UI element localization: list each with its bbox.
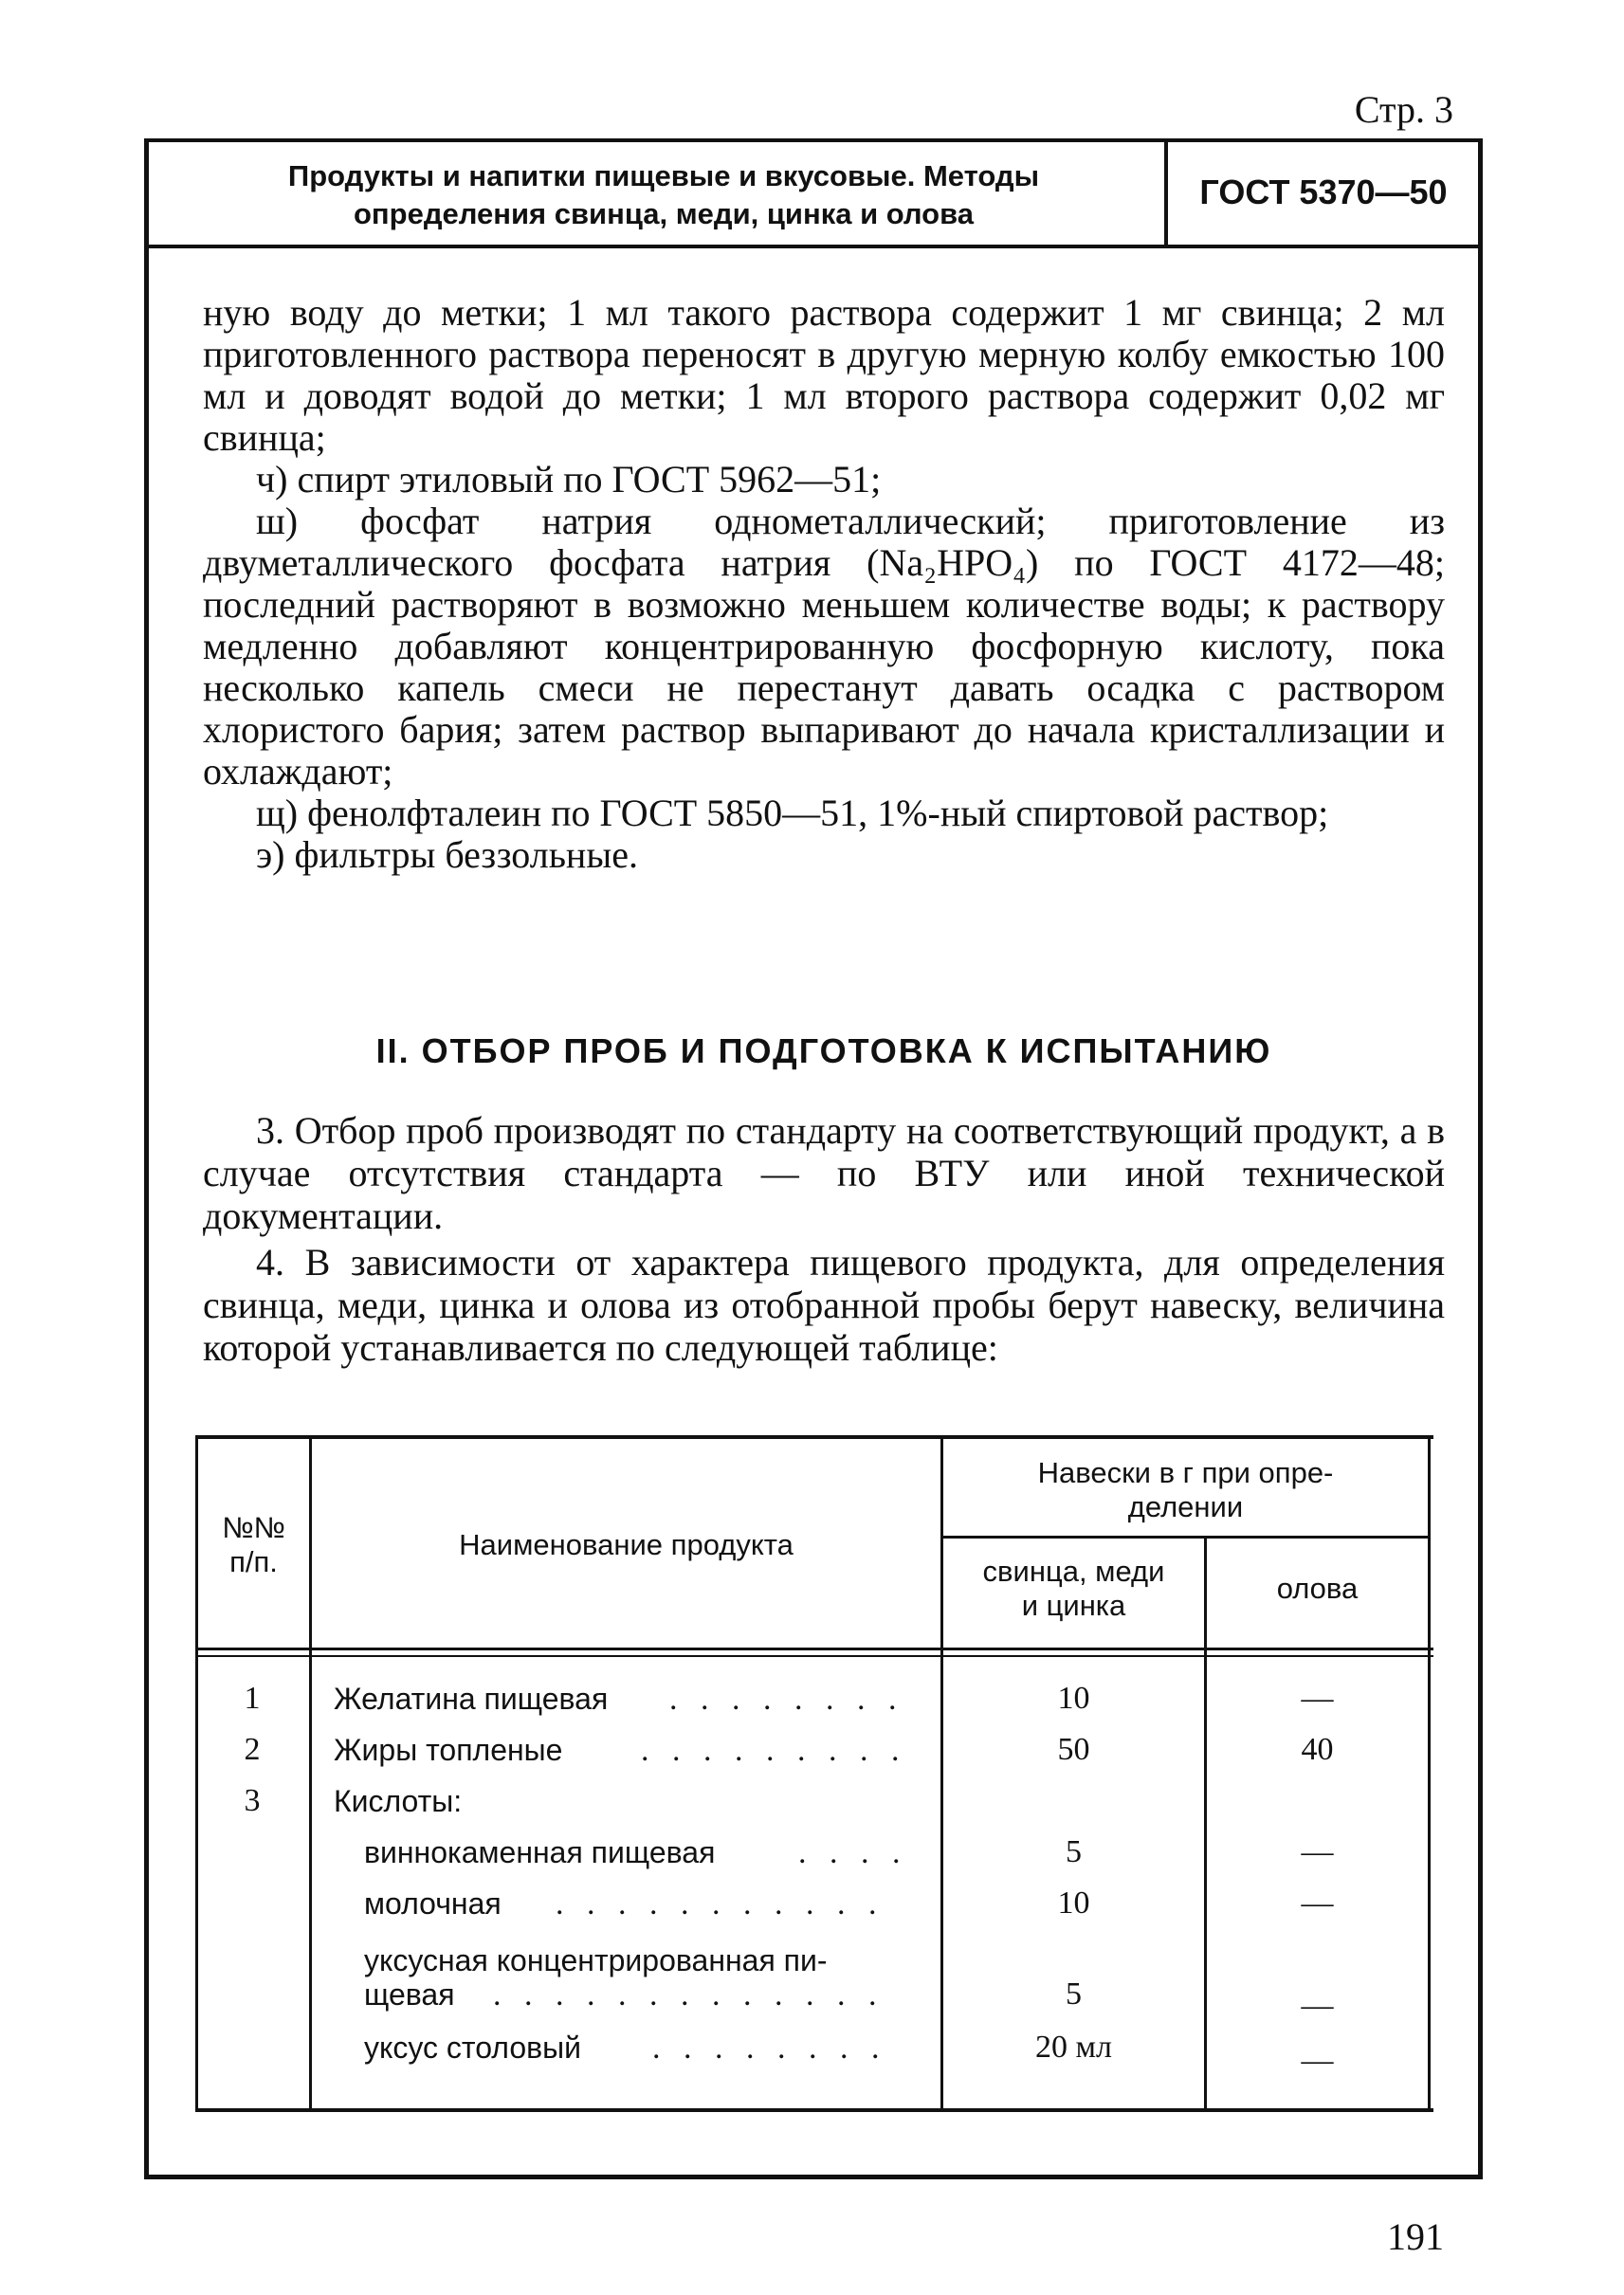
frame-top-rule bbox=[144, 138, 1483, 142]
col-header-tin: олова bbox=[1276, 1572, 1359, 1605]
col-header-group: Навески в г при опре- делении bbox=[1037, 1456, 1334, 1523]
page-label: Стр. 3 bbox=[1354, 88, 1453, 131]
col-header-name: Наименование продукта bbox=[459, 1528, 794, 1561]
body-text bbox=[203, 292, 1445, 876]
table-col-rule bbox=[1204, 1536, 1207, 2112]
paragraph: ч) спирт этиловый по ГОСТ 5962—51; bbox=[256, 458, 882, 501]
paragraph: э) фильтры беззольные. bbox=[256, 833, 638, 876]
paragraph: 3. Отбор проб производят по стандарту на соответствующий продукт, а в случае отсутствия стандарта — по ВТУ или иной технической документации. bbox=[203, 1109, 1445, 1237]
header-title bbox=[180, 157, 1147, 233]
col-header-lead: свинца, меди и цинка bbox=[982, 1555, 1165, 1622]
table-header-rule bbox=[195, 1648, 1433, 1650]
table-header-rule bbox=[195, 1655, 1433, 1657]
paragraph: 4. В зависимости от характера пищевого продукта, для определения свинца, меди, цинка и олова из отобранной пробы берут навеску, величина которой устанавливается по следующей таблице: bbox=[203, 1241, 1445, 1369]
header-divider bbox=[1164, 142, 1168, 245]
table-subheader-rule bbox=[940, 1536, 1431, 1539]
paragraph: ш) фосфат натрия однометаллический; приготовление из двуметаллического фосфата натрия (Na₂HPO₄) по ГОСТ 4172—48; последний растворяют в возможно меньшем количестве воды; к раствору медленно добавляют концентрированную фосфорную кислоту, пока несколько капель смеси не перестанут давать осадка с раствором хлористого бария; затем раствор выпаривают до начала кристаллизации и охлаждают; bbox=[203, 500, 1445, 792]
frame-bottom-rule bbox=[144, 2175, 1483, 2179]
section-heading: II. ОТБОР ПРОБ И ПОДГОТОВКА К ИСПЫТАНИЮ bbox=[375, 1031, 1272, 1070]
table-top-rule bbox=[195, 1435, 1433, 1439]
col-header-number: №№ п/п. bbox=[222, 1511, 285, 1578]
paragraph: щ) фенолфталеин по ГОСТ 5850—51, 1%-ный спиртовой раствор; bbox=[256, 792, 1329, 834]
section-body bbox=[203, 1109, 1445, 1373]
table-bottom-rule bbox=[195, 2108, 1433, 2112]
page-number: 191 bbox=[1387, 2215, 1444, 2258]
header-title-line2: определения свинца, меди, цинка и олова bbox=[353, 197, 975, 230]
header-title-line1: Продукты и напитки пищевые и вкусовые. Методы bbox=[287, 159, 1040, 192]
header-rule bbox=[144, 245, 1483, 248]
sample-weight-table: №№ п/п. Наименование продукта Навески в г при опре- делении свинца, меди и цинка олова 1 Желатина пищевая . . . . . . . . 10 — 2 Жиры топленые . . . . . . . . . 50 40 3 Кислоты: виннокаменная пищевая . . . . 5 — молочная . . . . . . . . . . . 10 — уксусная концентрированная пи- щевая . . . . . . . . . . . . . 5 — уксус столовый . . . . . . . . 20 мл — bbox=[195, 1435, 1433, 2114]
standard-code: ГОСТ 5370—50 bbox=[1199, 173, 1448, 211]
paragraph: ную воду до метки; 1 мл такого раствора содержит 1 мг свинца; 2 мл приготовленного раствора переносят в другую мерную колбу емкостью 100 мл и доводят водой до метки; 1 мл второго раствора содержит 0,02 мг свинца; bbox=[203, 291, 1445, 459]
